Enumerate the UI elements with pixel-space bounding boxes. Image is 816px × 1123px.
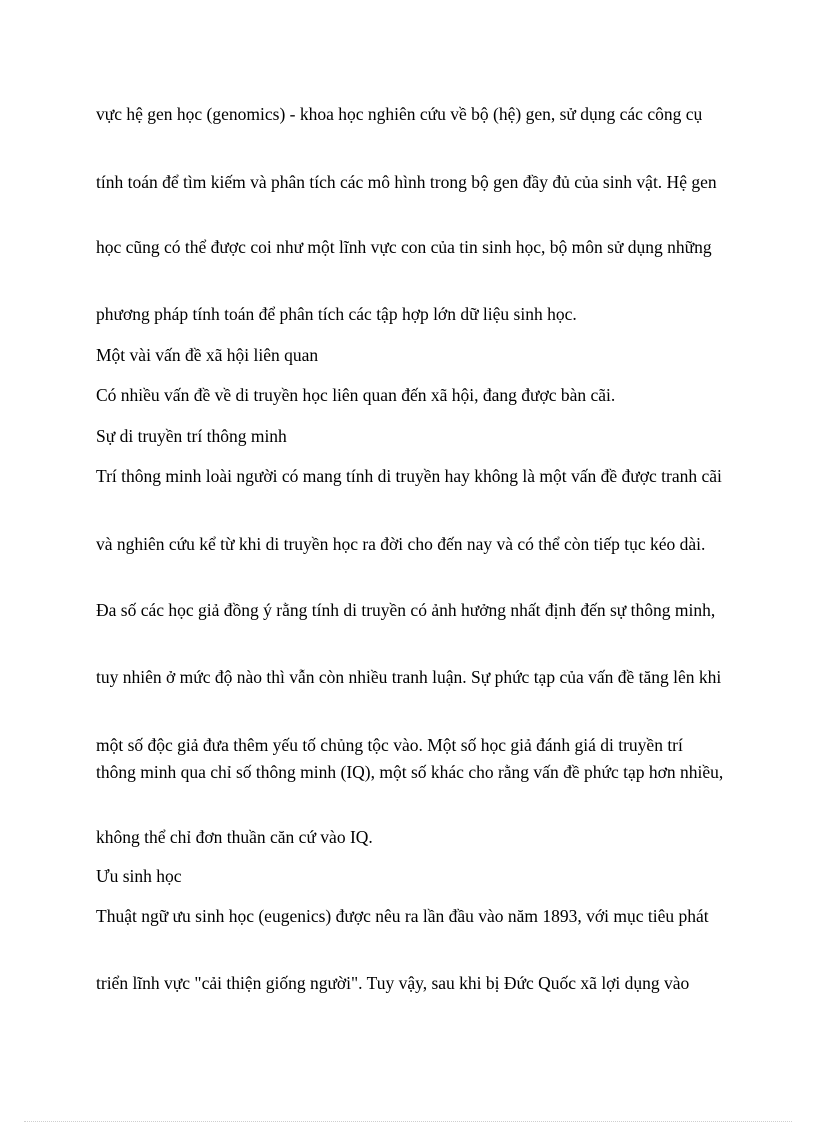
body-paragraph: vực hệ gen học (genomics) - khoa học nghiên cứu về bộ (hệ) gen, sử dụng các công cụ: [96, 104, 703, 124]
body-paragraph: tuy nhiên ở mức độ nào thì vẫn còn nhiều tranh luận. Sự phức tạp của vấn đề tăng lên khi: [96, 667, 722, 687]
section-heading: Ưu sinh học: [96, 866, 182, 886]
body-paragraph: và nghiên cứu kể từ khi di truyền học ra đời cho đến nay và có thể còn tiếp tục kéo dài.: [96, 534, 706, 554]
body-paragraph: không thể chỉ đơn thuần căn cứ vào IQ.: [96, 827, 373, 847]
section-heading: Một vài vấn đề xã hội liên quan: [96, 345, 319, 365]
body-paragraph: học cũng có thể được coi như một lĩnh vực con của tin sinh học, bộ môn sử dụng những: [96, 237, 712, 257]
body-paragraph: Thuật ngữ ưu sinh học (eugenics) được nêu ra lần đầu vào năm 1893, với mục tiêu phát: [96, 906, 709, 926]
section-heading: Sự di truyền trí thông minh: [96, 426, 287, 446]
body-paragraph: triển lĩnh vực "cải thiện giống người". Tuy vậy, sau khi bị Đức Quốc xã lợi dụng vào: [96, 973, 690, 993]
body-paragraph: một số độc giả đưa thêm yếu tố chủng tộc vào. Một số học giả đánh giá di truyền trí thông minh qua chỉ số thông minh (IQ), một số khác cho rằng vấn đề phức tạp hơn nhiều,: [96, 735, 724, 782]
body-paragraph: phương pháp tính toán để phân tích các tập hợp lớn dữ liệu sinh học.: [96, 304, 577, 324]
body-paragraph: Đa số các học giả đồng ý rằng tính di truyền có ảnh hưởng nhất định đến sự thông minh,: [96, 600, 716, 620]
page-bottom-rule: [24, 1121, 792, 1122]
body-paragraph: Có nhiều vấn đề về di truyền học liên quan đến xã hội, đang được bàn cãi.: [96, 385, 616, 405]
body-paragraph: tính toán để tìm kiếm và phân tích các mô hình trong bộ gen đầy đủ của sinh vật. Hệ gen: [96, 172, 717, 192]
body-paragraph: Trí thông minh loài người có mang tính di truyền hay không là một vấn đề được tranh cãi: [96, 466, 722, 486]
